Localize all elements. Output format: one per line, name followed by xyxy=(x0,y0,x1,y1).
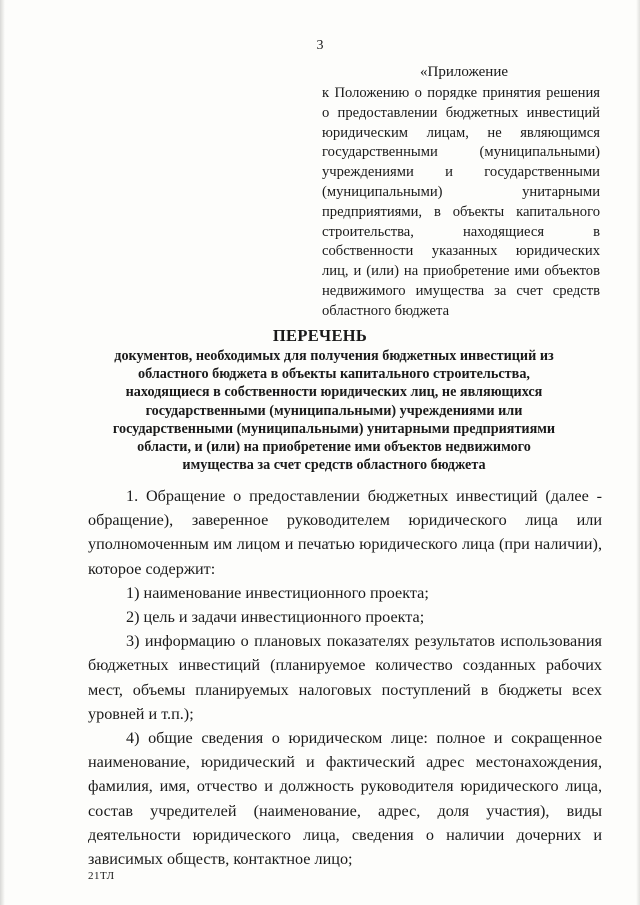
appendix-reference: к Положению о порядке принятия решения о предоставлении бюджетных инвестиций юридическим лицам, не являющимся государственными (муниципальными) учреждениями и государственными (муниципальными) унитарными предприятиями, в объекты капитального строительства, находящиеся в собственности указанных юридических лиц, и (или) на приобретение ими объектов недвижимого имущества за счет средств областного бюджета xyxy=(322,85,600,319)
page-number: 3 xyxy=(316,38,324,53)
list-item-2: 2) цель и задачи инвестиционного проекта; xyxy=(126,608,425,627)
appendix-heading: «Приложение xyxy=(420,64,509,80)
paragraph-1: 1. Обращение о предоставлении бюджетных инвестиций (далее - обращение), заверенное руководителем юридического лица или уполномоченным им лицом и печатью юридического лица (при наличии), которое содержит: xyxy=(88,487,602,578)
document-title: ПЕРЕЧЕНЬ xyxy=(272,326,368,345)
document-subtitle: документов, необходимых для получения бюджетных инвестиций из областного бюджета в объекты капитального строительства, находящиеся в собственности юридических лиц, не являющихся государственными (муниципальными) учреждениями или государственными (муниципальными) унитарными предприятиями области, и (или) на приобретение ими объектов недвижимого имущества за счет средств областного бюджета xyxy=(112,348,556,474)
list-item-1: 1) наименование инвестиционного проекта; xyxy=(126,583,429,602)
scan-edge-left xyxy=(0,0,5,905)
list-item-4: 4) общие сведения о юридическом лице: полное и сокращенное наименование, юридический и фактический адрес местонахождения, фамилия, имя, отчество и должность руководителя юридического лица, состав учредителей (наименование, адрес, доля участия), виды деятельности юридического лица, сведения о наличии дочерних и зависимых обществ, контактное лицо; xyxy=(88,729,602,869)
footer-code: 21ТЛ xyxy=(88,870,115,882)
list-item-3: 3) информацию о плановых показателях результатов использования бюджетных инвестиций (планируемое количество созданных рабочих мест, объемы планируемых налоговых поступлений в бюджеты всех уровней и т.п.); xyxy=(88,632,602,723)
document-body xyxy=(88,484,602,871)
scan-edge-right xyxy=(636,0,640,905)
